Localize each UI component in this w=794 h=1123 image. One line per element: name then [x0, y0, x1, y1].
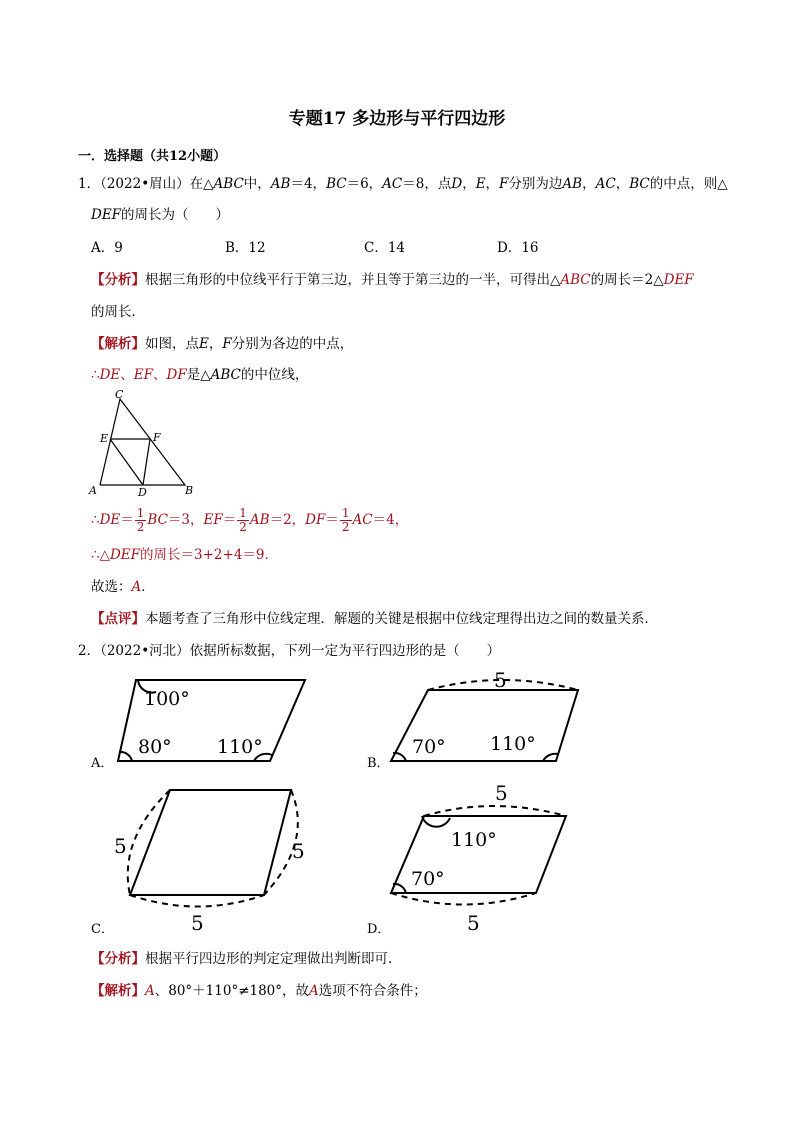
fig-c-side-left: 5	[114, 834, 127, 858]
page-title: 专题17 多边形与平行四边形	[288, 109, 506, 129]
label-d: D	[138, 486, 147, 499]
q1-stem-line1: 1．（2022•眉山）在△ABC中，AB＝4，BC＝6，AC＝8，点D，E，F分别为边AB，AC，BC的中点，则△	[78, 176, 728, 192]
label-b: B	[185, 484, 194, 497]
q1-step1: ∴DE、EF、DF是△ABC的中位线，	[91, 367, 309, 383]
q1-analysis-line2: 的周长．	[91, 304, 145, 320]
q1-step3: ∴△DEF的周长＝3+2+4＝9．	[91, 547, 279, 563]
q2-option-c-label: C．	[91, 922, 114, 937]
fig-d-side-top: 5	[495, 781, 508, 805]
q1-comment: 【点评】本题考查了三角形中位线定理．解题的关键是根据中位线定理得出边之间的数量关系．	[91, 611, 658, 627]
fig-d-angle-left: 70°	[411, 868, 445, 890]
fig-a-angle-left: 80°	[138, 736, 172, 758]
fig-d-angle-top: 110°	[451, 829, 497, 851]
q1-stem-line2: DEF的周长为（ ）	[91, 207, 230, 223]
label-c: C	[115, 388, 124, 401]
label-f: F	[153, 431, 161, 444]
fig-b-angle-right: 110°	[490, 733, 536, 755]
fraction-half: $\frac{1}{2}$	[239, 506, 247, 534]
q2-analysis: 【分析】根据平行四边形的判定定理做出判断即可．	[91, 951, 402, 967]
q1-option-c: C．14	[364, 240, 406, 256]
q1-triangle-figure	[86, 386, 198, 500]
fig-c-side-bottom: 5	[191, 911, 204, 935]
q1-option-a: A．9	[91, 240, 123, 256]
fig-a-angle-right: 110°	[217, 736, 263, 758]
label-e: E	[100, 432, 109, 445]
section-heading: 一．选择题（共12小题）	[78, 149, 227, 164]
fraction-half: $\frac{1}{2}$	[341, 506, 350, 534]
q1-answer: 故选：A．	[91, 579, 155, 595]
q2-option-d-label: D．	[367, 922, 391, 937]
fig-b-angle-left: 70°	[412, 736, 446, 758]
q2-figure-a	[112, 672, 312, 768]
fig-b-side: 5	[494, 668, 507, 692]
q2-figure-c	[108, 780, 308, 935]
label-a: A	[89, 484, 97, 497]
fig-d-side-bottom: 5	[467, 911, 480, 935]
q2-solution: 【解析】A、80°＋110°≠180°，故A选项不符合条件；	[91, 983, 427, 999]
q1-option-d: D．16	[497, 240, 539, 256]
q2-option-b-label: B．	[367, 756, 390, 771]
q1-step2: ∴DE＝ $\frac{1}{2}$ BC＝3，EF＝ $\frac{1}{2}$ AB＝2，DF＝ $\frac{1}{2}$ AC＝4，	[91, 506, 409, 534]
q2-stem: 2．（2022•河北）依据所标数据，下列一定为平行四边形的是（ ）	[78, 643, 501, 659]
fig-a-angle-top: 100°	[144, 688, 190, 710]
q1-solution-line1: 【解析】如图，点E，F分别为各边的中点，	[91, 336, 354, 352]
q1-option-b: B．12	[225, 240, 266, 256]
q2-figure-d	[388, 778, 588, 938]
fig-c-side-right: 5	[292, 839, 305, 863]
q1-analysis-line1: 【分析】根据三角形的中位线平行于第三边，并且等于第三边的一半，可得出△ABC的周长＝2△DEF	[91, 272, 694, 288]
fraction-half: $\frac{1}{2}$	[136, 506, 145, 534]
q2-option-a-label: A．	[91, 756, 114, 771]
q2-figure-b	[388, 668, 588, 768]
